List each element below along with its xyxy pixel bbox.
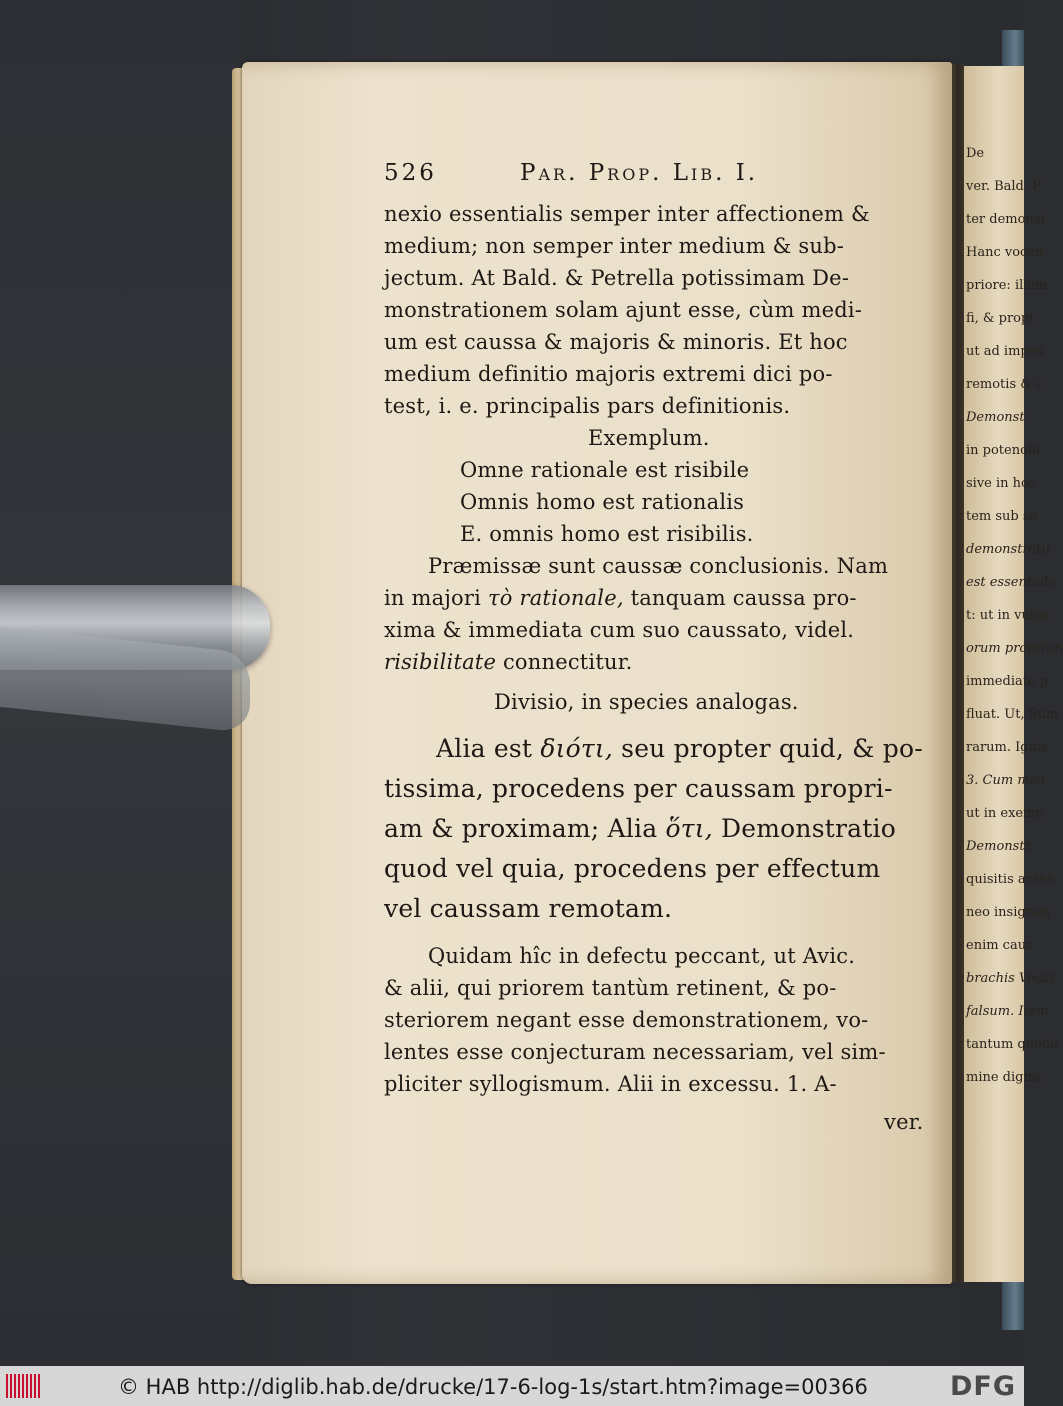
text-run: connectitur. xyxy=(496,650,633,674)
text-run: quod vel quia, procedens per effectum xyxy=(384,854,881,883)
viewer-footer xyxy=(0,1366,1024,1406)
text-line xyxy=(384,774,893,803)
facing-page-text: 3. Cum mea xyxy=(966,773,1046,788)
text-line: lentes esse conjecturam necessariam, vel sim- xyxy=(384,1040,886,1064)
text-line xyxy=(436,734,923,763)
facing-page-text: fluat. Ut, Sum xyxy=(966,707,1059,722)
syllogism-line: Omnis homo est rationalis xyxy=(460,490,745,514)
facing-page-text: sive in hoc xyxy=(966,476,1037,491)
hab-logo-icon xyxy=(6,1374,40,1398)
facing-page-text: enim caus xyxy=(966,938,1033,953)
page-header xyxy=(384,160,854,192)
italic-run: ὅτι, xyxy=(665,814,713,843)
facing-page-text: tantum quoda xyxy=(966,1037,1058,1052)
italic-run: risibilitate xyxy=(384,650,497,674)
text-run: Præmissæ sunt caussæ conclusionis. Nam xyxy=(428,554,889,578)
facing-page-text: brachis Vocat xyxy=(966,971,1056,986)
facing-page-text: ut in exemp xyxy=(966,806,1044,821)
text-line: Quidam hîc in defectu peccant, ut Avic. xyxy=(428,944,856,968)
page-number: 526 xyxy=(384,160,437,186)
facing-page-text: demonstratu xyxy=(966,542,1050,557)
facing-page-text: neo insignen xyxy=(966,905,1051,920)
facing-page-text: ut ad impos xyxy=(966,344,1044,359)
italic-run: διότι, xyxy=(540,734,614,763)
copyright-link[interactable]: © HAB http://diglib.hab.de/drucke/17-6-log-1s/start.htm?image=00366 xyxy=(118,1375,868,1399)
syllogism-line: Omne rationale est risibile xyxy=(460,458,750,482)
text-line xyxy=(384,814,896,843)
syllogism-line: E. omnis homo est risibilis. xyxy=(460,522,754,546)
division-heading: Divisio, in species analogas. xyxy=(494,690,799,714)
facing-page-text: Hanc vocan xyxy=(966,245,1044,260)
text-line: jectum. At Bald. & Petrella potissimam De- xyxy=(384,266,850,290)
facing-page-text: fi, & propt xyxy=(966,311,1035,326)
facing-page-text: remotis & c xyxy=(966,377,1044,392)
italic-run: τὸ rationale, xyxy=(487,586,624,610)
running-head: Par. Prop. Lib. I. xyxy=(520,160,759,186)
text-line: steriorem negant esse demonstrationem, vo- xyxy=(384,1008,869,1032)
text-line xyxy=(384,586,857,610)
facing-page-text: mine digna. xyxy=(966,1070,1044,1085)
facing-page-text: Demonst. xyxy=(966,410,1029,425)
text-run: tanquam caussa pro- xyxy=(623,586,857,610)
text-run: vel caussam remotam. xyxy=(384,894,673,923)
text-line xyxy=(384,618,854,642)
text-line: nexio essentialis semper inter affectionem & xyxy=(384,202,870,226)
text-line xyxy=(384,854,880,883)
facing-page-text: orum propriun xyxy=(966,641,1063,656)
facing-page-text: falsum. Item xyxy=(966,1004,1049,1019)
text-line xyxy=(384,650,633,674)
text-run: Demonstratio xyxy=(712,814,896,843)
text-line: medium; non semper inter medium & sub- xyxy=(384,234,845,258)
text-run: tissima, procedens per caussam propri- xyxy=(384,774,893,803)
facing-page-text: tem sub se xyxy=(966,509,1038,524)
text-line xyxy=(428,554,888,578)
text-run: in majori xyxy=(384,586,488,610)
text-run: xima & immediata cum suo caussato, videl. xyxy=(384,618,855,642)
dfg-logo: DFG xyxy=(949,1371,1016,1402)
facing-page-text: De xyxy=(966,146,985,161)
facing-page-text: ver. Bald. P xyxy=(966,179,1041,194)
facing-page-text: t: ut in vulga xyxy=(966,608,1051,623)
text-line: & alii, qui priorem tantùm retinent, & po- xyxy=(384,976,837,1000)
text-line: medium definitio majoris extremi dici po- xyxy=(384,362,833,386)
facing-page-text: est essentiale xyxy=(966,575,1056,590)
facing-page-text: Demonstr. xyxy=(966,839,1034,854)
facing-page-text: quisitis antea xyxy=(966,872,1055,887)
facing-page-text: in potenobi xyxy=(966,443,1041,458)
text-run: Alia est xyxy=(436,734,541,763)
example-heading: Exemplum. xyxy=(588,426,710,450)
facing-page-fragment xyxy=(962,66,1063,1282)
facing-page-text: priore: illam xyxy=(966,278,1048,293)
text-run: am & proximam; Alia xyxy=(384,814,666,843)
facing-page-text: rarum. Ignis xyxy=(966,740,1048,755)
facing-page-text: immediate p xyxy=(966,674,1049,689)
text-line xyxy=(384,894,672,923)
text-line: test, i. e. principalis pars definitionis. xyxy=(384,394,791,418)
text-line: pliciter syllogismum. Alii in excessu. 1. A- xyxy=(384,1072,837,1096)
text-run: seu propter quid, & po- xyxy=(613,734,923,763)
text-line: monstrationem solam ajunt esse, cùm medi- xyxy=(384,298,863,322)
facing-page-text: ter demonst xyxy=(966,212,1046,227)
text-line: um est caussa & majoris & minoris. Et hoc xyxy=(384,330,848,354)
catchword: ver. xyxy=(884,1110,924,1134)
